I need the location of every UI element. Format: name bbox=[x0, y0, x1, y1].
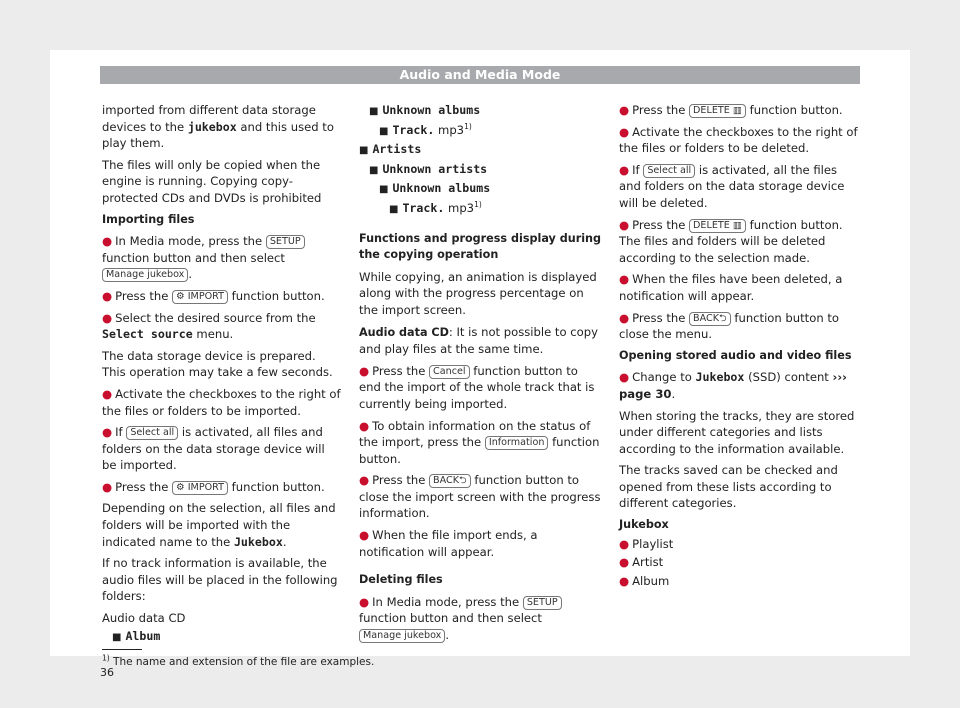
column-3 bbox=[619, 102, 862, 594]
heading-deleting-files: Deleting files bbox=[359, 573, 443, 587]
bullet-item: ● Change to Jukebox (SSD) content ››› page 30. bbox=[619, 370, 847, 401]
jukebox-term: Jukebox bbox=[695, 370, 745, 385]
paragraph: If no track information is available, the audio files will be placed in the following folders: bbox=[102, 556, 338, 604]
bullet-item: ● If Select all is activated, all the files and folders on the data storage device will be deleted. bbox=[619, 162, 845, 210]
list-item: ● Playlist bbox=[619, 536, 674, 551]
delete-key: DELETE ▥ bbox=[689, 219, 746, 233]
square-bullet-icon: ■ bbox=[379, 125, 389, 137]
bullet-item: ● Press the DELETE ▥ function button. The files and folders will be deleted according to the selection made. bbox=[619, 217, 843, 265]
heading-jukebox: Jukebox bbox=[619, 518, 669, 532]
bullet-item: ● Press the ⚙ IMPORT function button. bbox=[102, 288, 325, 303]
tree-item: ■ Track. mp3$^{1)}$ bbox=[379, 121, 472, 137]
select-all-key: Select all bbox=[643, 164, 695, 178]
bullet-icon: ● bbox=[359, 528, 370, 543]
bullet-item: ● When the files have been deleted, a notification will appear. bbox=[619, 272, 843, 303]
bullet-item: ● In Media mode, press the SETUP function button and then select Manage jukebox . bbox=[359, 594, 602, 644]
bullet-icon: ● bbox=[619, 217, 630, 232]
manage-jukebox-key: Manage jukebox bbox=[102, 268, 188, 282]
square-bullet-icon: ■ bbox=[379, 184, 389, 196]
jukebox-term: jukebox bbox=[187, 119, 237, 134]
bullet-icon: ● bbox=[102, 288, 113, 303]
list-item: ● Album bbox=[619, 573, 670, 588]
bullet-icon: ● bbox=[102, 234, 113, 249]
column-2 bbox=[359, 102, 602, 649]
back-key: BACK⮌ bbox=[429, 474, 471, 488]
paragraph: imported from different data storage devices to the jukebox and this used to play them. bbox=[102, 103, 334, 151]
bullet-item: ● To obtain information on the status of the import, press the Information function button. bbox=[359, 418, 600, 466]
bullet-icon: ● bbox=[359, 363, 370, 378]
bullet-icon: ● bbox=[102, 386, 113, 401]
tree-item: ■ Unknown albums bbox=[369, 103, 481, 117]
heading-opening-stored-files: Opening stored audio and video files bbox=[619, 348, 852, 362]
tree-item: ■ Track. mp3$^{1)}$ bbox=[389, 200, 482, 215]
delete-key: DELETE ▥ bbox=[689, 104, 746, 118]
tree-item: ■ Artists bbox=[359, 142, 422, 157]
list-item: ● Artist bbox=[619, 555, 664, 570]
bullet-icon: ● bbox=[619, 310, 630, 325]
select-source-term: Select source bbox=[102, 327, 193, 342]
manage-jukebox-key: Manage jukebox bbox=[359, 629, 445, 643]
information-key: Information bbox=[485, 436, 549, 450]
bullet-item: ● If Select all is activated, all files and folders on the data storage device will be imported. bbox=[102, 425, 325, 473]
bullet-icon: ● bbox=[619, 103, 630, 117]
tree-item: ■ Unknown artists bbox=[369, 161, 488, 176]
back-key: BACK⮌ bbox=[689, 312, 731, 326]
page-reference-link[interactable]: ››› page 30 bbox=[619, 370, 847, 401]
setup-key: SETUP bbox=[523, 596, 562, 610]
bullet-icon: ● bbox=[619, 555, 630, 570]
manual-page bbox=[50, 50, 910, 679]
bullet-item: ● Press the Cancel function button to end the import of the whole track that is currently being imported. bbox=[359, 363, 595, 411]
footnote-divider bbox=[102, 649, 142, 650]
square-bullet-icon: ■ bbox=[369, 164, 379, 176]
import-key: ⚙ IMPORT bbox=[172, 481, 228, 495]
square-bullet-icon: ■ bbox=[389, 203, 399, 215]
bullet-icon: ● bbox=[102, 425, 113, 440]
square-bullet-icon: ■ bbox=[112, 631, 122, 643]
bullet-icon: ● bbox=[359, 473, 370, 488]
bullet-icon: ● bbox=[619, 162, 630, 177]
bullet-icon: ● bbox=[619, 272, 630, 287]
bullet-icon: ● bbox=[619, 124, 630, 139]
bullet-icon: ● bbox=[359, 418, 370, 433]
column-1 bbox=[102, 102, 342, 651]
bullet-item: ● Press the DELETE ▥ function button. bbox=[619, 103, 843, 117]
paragraph: The data storage device is prepared. This operation may take a few seconds. bbox=[102, 348, 333, 380]
footnote: $^{1)}$ The name and extension of the file are examples. bbox=[102, 653, 375, 668]
paragraph: The tracks saved can be checked and opened from these lists according to different categories. bbox=[619, 463, 838, 511]
paragraph: The files will only be copied when the engine is running. Copying copy-protected CDs and DVDs is prohibited bbox=[102, 157, 322, 205]
jukebox-term: Jukebox bbox=[233, 534, 283, 549]
heading-functions-progress: Functions and progress display during the copying operation bbox=[359, 231, 602, 262]
paragraph: Audio data CD: It is not possible to copy and play files at the same time. bbox=[359, 324, 598, 357]
bullet-item: ● Press the BACK⮌ function button to close the menu. bbox=[619, 310, 839, 342]
bullet-item: ● Activate the checkboxes to the right of the files or folders to be imported. bbox=[102, 386, 341, 418]
setup-key: SETUP bbox=[266, 235, 305, 249]
bullet-item: ● In Media mode, press the SETUP function button and then select Manage jukebox . bbox=[102, 233, 342, 283]
import-icon: ⚙ bbox=[176, 481, 185, 493]
bullet-item: ● Press the ⚙ IMPORT function button. bbox=[102, 479, 325, 494]
bullet-item: ● Press the BACK⮌ function button to close the import screen with the progress information. bbox=[359, 473, 601, 521]
paragraph: While copying, an animation is displayed along with the progress percentage on the import screen. bbox=[359, 269, 597, 317]
import-icon: ⚙ bbox=[176, 290, 185, 302]
tree-item: ■ Unknown albums bbox=[379, 181, 491, 196]
bullet-item: ● Select the desired source from the Select source menu. bbox=[102, 310, 316, 342]
section-header: Audio and Media Mode bbox=[100, 66, 860, 84]
square-bullet-icon: ■ bbox=[359, 145, 369, 157]
bullet-icon: ● bbox=[619, 370, 630, 385]
heading-importing-files: Importing files bbox=[102, 212, 195, 226]
paragraph: Depending on the selection, all files and folders will be imported with the indicated name to the Jukebox. bbox=[102, 501, 336, 549]
import-key: ⚙ IMPORT bbox=[172, 290, 228, 304]
bullet-item: ● Activate the checkboxes to the right of the files or folders to be deleted. bbox=[619, 124, 858, 156]
tree-item: ■ Album bbox=[112, 628, 161, 643]
bullet-icon: ● bbox=[102, 479, 113, 494]
cancel-key: Cancel bbox=[429, 365, 470, 379]
square-bullet-icon: ■ bbox=[369, 106, 379, 117]
select-all-key: Select all bbox=[126, 426, 178, 440]
bullet-icon: ● bbox=[619, 573, 630, 588]
page-number: 36 bbox=[100, 666, 114, 679]
bullet-icon: ● bbox=[102, 310, 113, 325]
bullet-item: ● When the file import ends, a notification will appear. bbox=[359, 528, 538, 559]
bullet-icon: ● bbox=[619, 536, 630, 551]
paragraph: When storing the tracks, they are stored under different categories and lists according to the information available. bbox=[619, 408, 855, 456]
label-audio-data-cd: Audio data CD bbox=[102, 611, 186, 626]
bullet-icon: ● bbox=[359, 594, 370, 609]
